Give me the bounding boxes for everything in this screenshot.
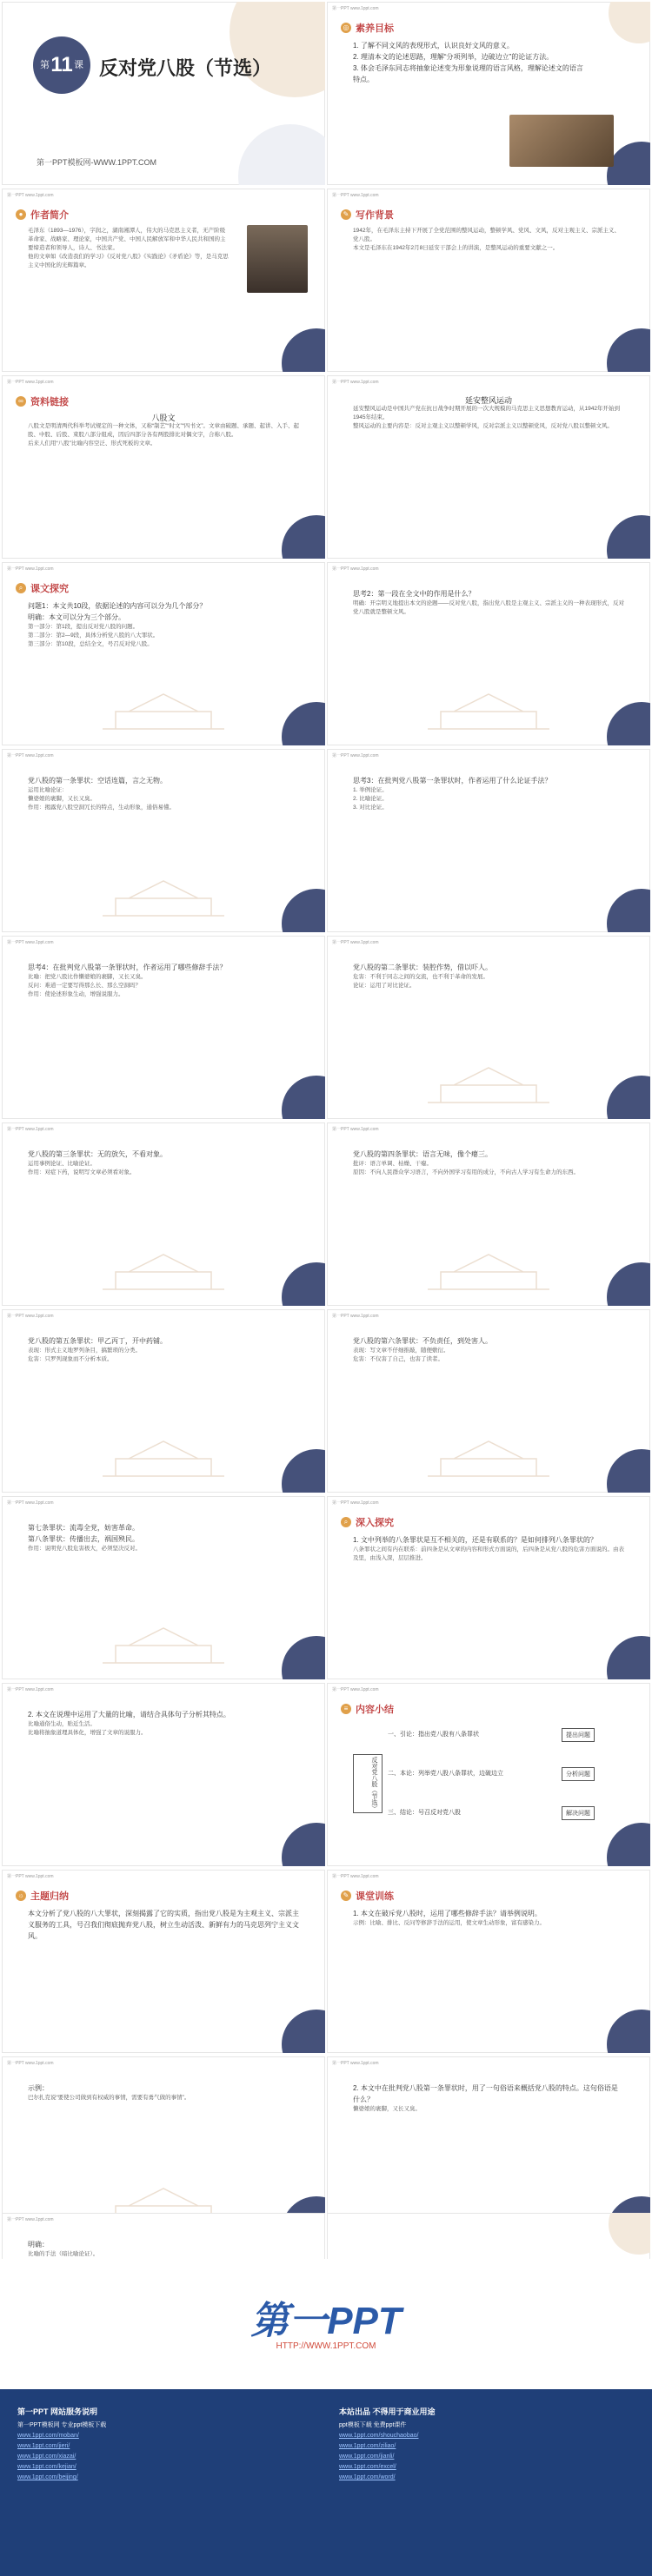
pen-icon: ✎ [341, 209, 351, 220]
footer-link[interactable]: www.1ppt.com/jianli/ [339, 2453, 395, 2460]
exercise2-block: 2. 本文中在批判党八股第一条罪状时，用了一句俗语来概括党八股的特点。这句俗语是什么？ 懒婆娘的裹脚，又长又臭。 [353, 2084, 618, 2112]
footer-link[interactable]: www.1ppt.com/jieri/ [17, 2443, 70, 2449]
section-tag: ⌕ 深入探究 [341, 1515, 394, 1529]
slide-crime-6[interactable]: 第一PPT www.1ppt.com 党八股的第六条罪状：不负责任，到处害人。 表现：写文章不仔细推敲，随便敷衍。 危害：不仅害了自己，也害了读者。 [327, 1309, 650, 1493]
footer-right: 本站出品 不得用于商业用途 ppt模板下载 免费ppt课件 www.1ppt.com/shouchaobao/ www.1ppt.com/ziliao/ www.1ppt.com/jianli/ www.1ppt.com/excel/ www.1ppt.com/word/ [339, 2407, 635, 2483]
deep-block: 1. 文中列举的八条罪状是互不相关的，还是有联系的？是如何排列八条罪状的？ 八条罪状之间有内在联系：前四条是从文章的内容和形式方面说的，后四条是从党八股的危害方面说的。由表及里，由浅入深，层层推进。 [353, 1536, 624, 1561]
crime2-block: 党八股的第二条罪状：装腔作势，借以吓人。 危害：不利于同志之间的交流，也不利于革命的发展。 论证：运用了对比论证。 [353, 964, 492, 989]
think3-block: 思考3：在批判党八股第一条罪状时，作者运用了什么论证手法？ 1. 举例论证。 2. 比喻论证。 3. 对比论证。 [353, 777, 552, 811]
gate-illustration [98, 1433, 229, 1480]
decor-circle [282, 702, 325, 745]
answer-block: 明确： 比喻的手法（暗比喻论证）。 [28, 2241, 99, 2257]
tree-branch: 一、引论：指出党八股有八条罪状 [388, 1732, 479, 1738]
slide-crime-1[interactable]: 第一PPT www.1ppt.com 党八股的第一条罪状：空话连篇，言之无物。 运用比喻论证： 懒婆娘的裹脚，又长又臭。 作用：揭露党八股空洞冗长的特点，生动形象，通俗易懂。 [2, 749, 325, 932]
person-icon: ● [16, 209, 26, 220]
q2-block: 思考2：第一段在全文中的作用是什么？ 明确：开宗明义地提出本文的论题——反对党八股，指出党八股是主观主义、宗派主义的一种表现形式，反对党八股就是整顿文风。 [353, 590, 624, 615]
decor-circle [609, 2213, 650, 2255]
decor-circle [607, 889, 650, 932]
slide-crime-5[interactable]: 第一PPT www.1ppt.com 党八股的第五条罪状：甲乙丙丁，开中药铺。 表现：形式主义地罗列条目，搞繁琐的分类。 危害：只罗列现象而不分析本质。 [2, 1309, 325, 1493]
section-tag: ⌕ 课文探究 [16, 581, 69, 595]
footer-link[interactable]: www.1ppt.com/shouchaobao/ [339, 2433, 419, 2439]
decor-circle [282, 2010, 325, 2053]
slide-goals[interactable] [327, 2, 650, 185]
yanan-text: 延安整风运动 延安整风运动是中国共产党在抗日战争时期开展的一次大规模的马克思主义思想教育运动，从1942年开始到1945年结束。 整风运动的主要内容是：反对主观主义以整顿学风，反对宗派主义以整顿党风，反对党八股以整顿文风。 [353, 396, 620, 429]
slide-crime-7-8[interactable]: 第一PPT www.1ppt.com 第七条罪状：流毒全党，妨害革命。 第八条罪状：传播出去，祸国殃民。 作用：说明党八股危害极大，必须坚决反对。 [2, 1496, 325, 1679]
decor-circle [282, 1449, 325, 1493]
gate-illustration [98, 685, 229, 733]
gate-illustration [423, 1433, 554, 1480]
theme-text: 本文分析了党八股的八大罪状，深刻揭露了它的实质，指出党八股是为主观主义、宗派主义服务的工具，号召我们彻底抛弃党八股，树立生动活泼、新鲜有力的马克思列宁主义文风。 [28, 1910, 299, 1940]
think4-block: 思考4：在批判党八股第一条罪状时，作者运用了哪些修辞手法？ 比喻：把党八股比作懒婆娘的裹脚，又长又臭。 反问：难道一定要写得那么长、那么空洞吗？ 作用：使论述形象生动，增强说服力。 [28, 964, 227, 997]
slide-think-3[interactable]: 第一PPT www.1ppt.com 思考3：在批判党八股第一条罪状时，作者运用了什么论证手法？ 1. 举例论证。 2. 比喻论证。 3. 对比论证。 [327, 749, 650, 932]
cover-site: 第一PPT模板网-WWW.1PPT.COM [37, 158, 156, 167]
slide-cover[interactable] [2, 2, 325, 185]
brand-logo: 第一PPT [250, 2300, 402, 2342]
slide-background[interactable]: 第一PPT www.1ppt.com ✎ 写作背景 1942年，在毛泽东主持下开展了全党范围的整风运动，整顿学风、党风、文风，反对主观主义、宗派主义、党八股。 本文是毛泽东在1942年2月8日延安干部会上的讲演，是整风运动的重要文献之一。 [327, 189, 650, 372]
section-tag: ● 作者简介 [16, 208, 69, 222]
decor-circle [238, 124, 325, 185]
crime1-block: 党八股的第一条罪状：空话连篇，言之无物。 运用比喻论证： 懒婆娘的裹脚，又长又臭。 作用：揭露党八股空洞冗长的特点，生动形象，通俗易懂。 [28, 777, 175, 811]
slide-metaphor[interactable]: 第一PPT www.1ppt.com 2. 本文在说理中运用了大量的比喻，请结合具体句子分析其特点。 比喻通俗生动，贴近生活。 比喻将抽象道理具体化，增强了文章的说服力。 [2, 1683, 325, 1866]
footer-link[interactable]: www.1ppt.com/beijing/ [17, 2474, 78, 2480]
footer-left: 第一PPT 网站服务说明 第一PPT模板网 专业ppt模板下载 www.1ppt.com/moban/ www.1ppt.com/jieri/ www.1ppt.com/xiazai/ www.1ppt.com/kejian/ www.1ppt.com/beijing/ [17, 2407, 313, 2483]
slide-crime-3[interactable]: 第一PPT www.1ppt.com 党八股的第三条罪状：无的放矢，不看对象。 运用事例论证、比喻论证。 作用：对症下药，说明写文章必须看对象。 [2, 1122, 325, 1306]
decor-circle [607, 1449, 650, 1493]
slide-example[interactable]: 第一PPT www.1ppt.com 示例： 巴尔扎克说“要使公司做到有权威的事情，需要有勇气做的事情”。 [2, 2056, 325, 2240]
decor-circle [282, 889, 325, 932]
example-block: 示例： 巴尔扎克说“要使公司做到有权威的事情，需要有勇气做的事情”。 [28, 2084, 190, 2101]
decor-circle [607, 1076, 650, 1119]
slide-author[interactable]: 第一PPT www.1ppt.com ● 作者简介 毛泽东（1893—1976），字润之，湖南湘潭人，伟大的马克思主义者，无产阶级革命家、战略家、理论家，中国共产党、中国人民解放军和中华人民共和国的主要缔造者和领导人，诗人、书法家。 他的文章如《改造我们的学习》《反对党八股》《实践论》《矛盾论》等，是马克思主义中国化的光辉篇章。 [2, 189, 325, 372]
footer-panel [0, 2300, 652, 2576]
decor-circle [607, 515, 650, 559]
search-icon: ⌕ [16, 583, 26, 593]
brand-url[interactable]: HTTP://WWW.1PPT.COM [276, 2341, 376, 2351]
footer-link[interactable]: www.1ppt.com/xiazai/ [17, 2453, 77, 2460]
slide-crime-4[interactable]: 第一PPT www.1ppt.com 党八股的第四条罪状：语言无味，像个瘪三。 批评：语言单调、枯燥、干瘪。 原因：不向人民群众学习语言，不向外国学习有用的成分，不向古人学习有生命力的东西。 [327, 1122, 650, 1306]
section-tag: ≡ 内容小结 [341, 1702, 394, 1716]
metaphor-block: 2. 本文在说理中运用了大量的比喻，请结合具体句子分析其特点。 比喻通俗生动，贴近生活。 比喻将抽象道理具体化，增强了文章的说服力。 [28, 1711, 230, 1736]
slide-explore-q1[interactable]: 第一PPT www.1ppt.com ⌕ 课文探究 问题1：本文共10段，依据论述的内容可以分为几个部分？ 明确：本文可以分为三个部分。 第一部分：第1段，提出反对党八股的问题。 第二部分：第2—9段，具体分析党八股的八大罪状。 第三部分：第10段，总结全文，号召反对党八股。 [2, 562, 325, 745]
footer-link[interactable]: www.1ppt.com/excel/ [339, 2464, 396, 2470]
decor-circle [282, 515, 325, 559]
section-tag: ∞ 资料链接 [16, 394, 69, 408]
crime78-block: 第七条罪状：流毒全党，妨害革命。 第八条罪状：传播出去，祸国殃民。 作用：说明党八股危害极大，必须坚决反对。 [28, 1524, 141, 1552]
slide-header: 第一PPT www.1ppt.com [332, 6, 379, 11]
gate-illustration [98, 1619, 229, 1667]
tree-branch: 二、本论：列举党八股八条罪状，边破边立 [388, 1771, 503, 1777]
decor-circle [282, 1636, 325, 1679]
cover-title: 反对党八股（节选） [99, 57, 272, 79]
tree-box: 提出问题 [562, 1728, 595, 1742]
author-bio: 毛泽东（1893—1976），字润之，湖南湘潭人，伟大的马克思主义者，无产阶级革命家、战略家、理论家，中国共产党、中国人民解放军和中华人民共和国的主要缔造者和领导人，诗人、书法家。 他的文章如《改造我们的学习》《反对党八股》《实践论》《矛盾论》等，是马克思主义中国化的光辉篇章。 [28, 228, 229, 268]
section-tag: ◎ 素养目标 [341, 21, 394, 35]
crime4-block: 党八股的第四条罪状：语言无味，像个瘪三。 批评：语言单调、枯燥、干瘪。 原因：不向人民群众学习语言，不向外国学习有用的成分，不向古人学习有生命力的东西。 [353, 1150, 579, 1175]
pencil-icon: ✎ [341, 1891, 351, 1901]
gate-illustration [423, 1246, 554, 1294]
footer-link[interactable]: www.1ppt.com/kejian/ [17, 2464, 77, 2470]
meeting-photo [509, 115, 614, 167]
tree-box: 解决问题 [562, 1806, 595, 1820]
decor-circle [609, 2, 650, 43]
author-portrait [247, 225, 308, 293]
crime6-block: 党八股的第六条罪状：不负责任，到处害人。 表现：写文章不仔细推敲，随便敷衍。 危害：不仅害了自己，也害了读者。 [353, 1337, 492, 1362]
section-tag: ☼ 主题归纳 [16, 1889, 69, 1903]
resource-text: 八股文 八股文是明清两代科举考试规定的一种文体，又称“制艺”“时文”“四书文”。文章由破题、承题、起讲、入手、起股、中股、后股、束股八部分组成，因后四部分各有两股排比对偶文字，合称八股。 后来人们用“八股”比喻内容空泛、形式死板的文章。 [28, 414, 299, 447]
footer-link[interactable]: www.1ppt.com/moban/ [17, 2433, 79, 2439]
lesson-number: 11 [50, 53, 73, 76]
lesson-suffix: 课 [74, 60, 83, 70]
bulb-icon: ☼ [16, 1891, 26, 1901]
decor-circle [282, 1262, 325, 1306]
decor-circle [282, 1076, 325, 1119]
tree-branch: 三、结论：号召反对党八股 [388, 1810, 461, 1816]
decor-circle [607, 1262, 650, 1306]
slide-think-4[interactable]: 第一PPT www.1ppt.com 思考4：在批判党八股第一条罪状时，作者运用了哪些修辞手法？ 比喻：把党八股比作懒婆娘的裹脚，又长又臭。 反问：难道一定要写得那么长、那么空洞吗？ 作用：使论述形象生动，增强说服力。 [2, 936, 325, 1119]
lesson-prefix: 第 [40, 60, 50, 70]
decor-circle [282, 1823, 325, 1866]
background-text: 1942年，在毛泽东主持下开展了全党范围的整风运动，整顿学风、党风、文风，反对主观主义、宗派主义、党八股。 本文是毛泽东在1942年2月8日延安干部会上的讲演，是整风运动的重要文献之一。 [353, 228, 620, 251]
gate-illustration [98, 872, 229, 920]
section-tag: ✎ 课堂训练 [341, 1889, 394, 1903]
tree-box: 分析问题 [562, 1767, 595, 1781]
decor-circle [607, 2010, 650, 2053]
gate-illustration [423, 1059, 554, 1107]
list-icon: ≡ [341, 1704, 351, 1714]
lesson-badge [33, 36, 90, 94]
decor-circle [607, 328, 650, 372]
exercise-block: 1. 本文在破斥党八股时，运用了哪些修辞手法？请举例说明。 示例：比喻、排比、反问等修辞手法的运用，使文章生动形象，富有感染力。 [353, 1910, 545, 1926]
search-icon: ⌕ [341, 1517, 351, 1527]
slide-theme[interactable]: 第一PPT www.1ppt.com ☼ 主题归纳 本文分析了党八股的八大罪状，深刻揭露了它的实质，指出党八股是为主观主义、宗派主义服务的工具，号召我们彻底抛弃党八股，树立生动活泼、新鲜有力的马克思列宁主义文风。 [2, 1870, 325, 2053]
target-icon: ◎ [341, 23, 351, 33]
slide-summary[interactable]: 第一PPT www.1ppt.com ≡ 内容小结 反对党八股（节选） 一、引论：指出党八股有八条罪状 二、本论：列举党八股八条罪状，边破边立 三、结论：号召反对党八股 提出问题 分析问题 解决问题 [327, 1683, 650, 1866]
decor-circle [230, 2, 325, 97]
section-tag: ✎ 写作背景 [341, 208, 394, 222]
footer-link[interactable]: www.1ppt.com/ziliao/ [339, 2443, 396, 2449]
summary-tree [353, 1721, 622, 1843]
link-icon: ∞ [16, 396, 26, 407]
slide-explore-q2[interactable]: 第一PPT www.1ppt.com 思考2：第一段在全文中的作用是什么？ 明确：开宗明义地提出本文的论题——反对党八股，指出党八股是主观主义、宗派主义的一种表现形式，反对党八股就是整顿文风。 [327, 562, 650, 745]
slide-deep-explore[interactable]: 第一PPT www.1ppt.com ⌕ 深入探究 1. 文中列举的八条罪状是互不相关的，还是有联系的？是如何排列八条罪状的？ 八条罪状之间有内在联系：前四条是从文章的内容和形式方面说的，后四条是从党八股的危害方面说的。由表及里，由浅入深，层层推进。 [327, 1496, 650, 1679]
crime5-block: 党八股的第五条罪状：甲乙丙丁，开中药铺。 表现：形式主义地罗列条目，搞繁琐的分类。 危害：只罗列现象而不分析本质。 [28, 1337, 167, 1362]
slide-exercise[interactable]: 第一PPT www.1ppt.com ✎ 课堂训练 1. 本文在破斥党八股时，运用了哪些修辞手法？请举例说明。 示例：比喻、排比、反问等修辞手法的运用，使文章生动形象，富有感染力。 [327, 1870, 650, 2053]
tree-root: 反对党八股（节选） [353, 1754, 383, 1813]
slide-crime-2[interactable]: 第一PPT www.1ppt.com 党八股的第二条罪状：装腔作势，借以吓人。 危害：不利于同志之间的交流，也不利于革命的发展。 论证：运用了对比论证。 [327, 936, 650, 1119]
decor-circle [607, 702, 650, 745]
decor-circle [607, 1636, 650, 1679]
slide-yanan[interactable]: 第一PPT www.1ppt.com 延安整风运动 延安整风运动是中国共产党在抗日战争时期开展的一次大规模的马克思主义思想教育运动，从1942年开始到1945年结束。 整风运动的主要内容是：反对主观主义以整顿学风，反对宗派主义以整顿党风，反对党八股以整顿文风。 [327, 375, 650, 559]
goals-list: 1. 了解不同文风的表现形式，认识良好文风的意义。 2. 理清本文的论述思路，理解“分项列举，边破边立”的论证方法。 3. 体会毛泽东同志将抽象论述变为形象说理的语言风格，理解论述文的语言特点。 [353, 42, 583, 83]
slide-exercise-2[interactable]: 第一PPT www.1ppt.com 2. 本文中在批判党八股第一条罪状时，用了一句俗语来概括党八股的特点。这句俗语是什么？ 懒婆娘的裹脚，又长又臭。 [327, 2056, 650, 2240]
slide-resource[interactable]: 第一PPT www.1ppt.com ∞ 资料链接 八股文 八股文是明清两代科举考试规定的一种文体，又称“制艺”“时文”“四书文”。文章由破题、承题、起讲、入手、起股、中股、后股、束股八部分组成，因后四部分各有两股排比对偶文字，合称八股。 后来人们用“八股”比喻内容空泛、形式死板的文章。 [2, 375, 325, 559]
slide-answer[interactable]: 第一PPT www.1ppt.com 明确： 比喻的手法（暗比喻论证）。 [2, 2213, 325, 2396]
gate-illustration [423, 685, 554, 733]
decor-circle [282, 328, 325, 372]
gate-illustration [98, 1246, 229, 1294]
q1-block: 问题1：本文共10段，依据论述的内容可以分为几个部分？ 明确：本文可以分为三个部分。 第一部分：第1段，提出反对党八股的问题。 第二部分：第2—9段，具体分析党八股的八大罪状。 第三部分：第10段，总结全文，号召反对党八股。 [28, 602, 207, 647]
footer-link[interactable]: www.1ppt.com/word/ [339, 2474, 396, 2480]
crime3-block: 党八股的第三条罪状：无的放矢，不看对象。 运用事例论证、比喻论证。 作用：对症下药，说明写文章必须看对象。 [28, 1150, 167, 1175]
brand-area [0, 2259, 652, 2389]
